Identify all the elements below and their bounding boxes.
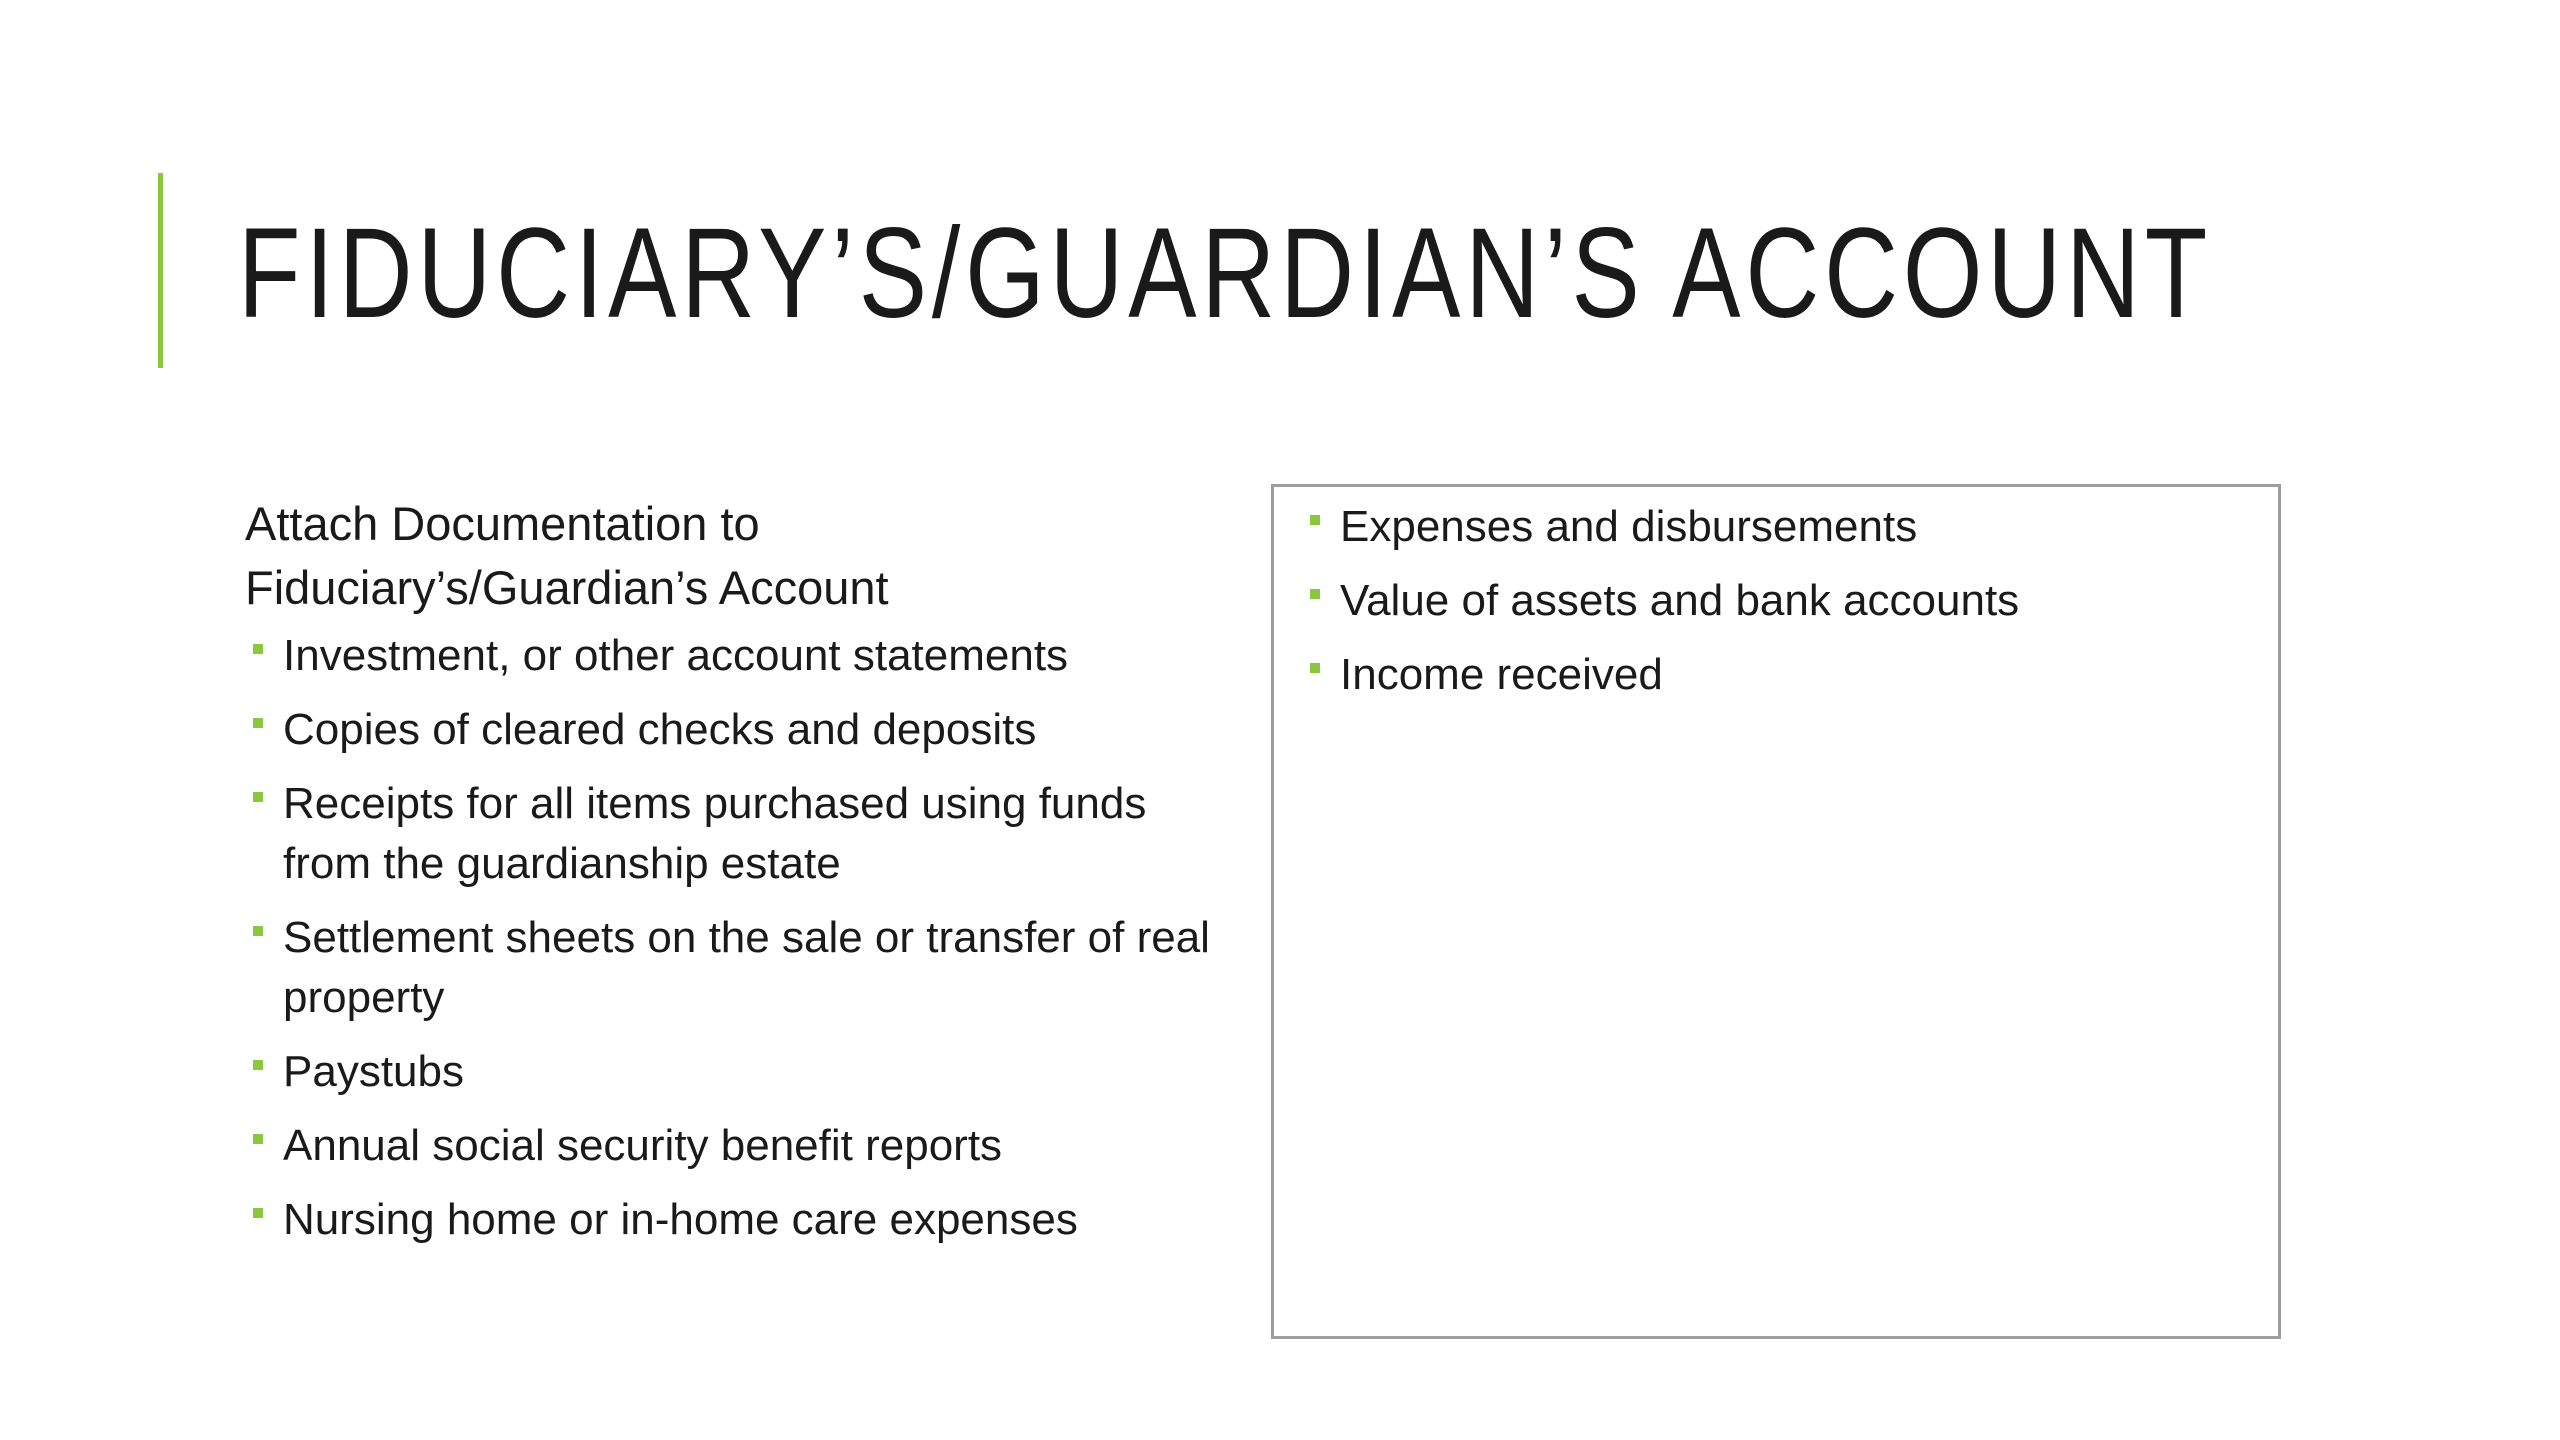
left-heading <box>245 492 1245 620</box>
list-item-label: Nursing home or in-home care expenses <box>283 1195 1078 1244</box>
bullet-icon <box>1310 515 1320 525</box>
list-item <box>1302 497 2262 557</box>
bullet-icon <box>253 1134 263 1144</box>
list-item <box>245 908 1245 1028</box>
list-item-label: Copies of cleared checks and deposits <box>283 705 1037 754</box>
list-item-label: Investment, or other account statements <box>283 631 1069 680</box>
list-item <box>245 1116 1245 1176</box>
list-item <box>245 1190 1245 1250</box>
bullet-icon <box>253 792 263 802</box>
list-item-label: Receipts for all items purchased using funds from the guardianship estate <box>283 779 1147 888</box>
left-heading-line-1: Attach Documentation to <box>245 497 760 550</box>
list-item <box>245 774 1245 894</box>
left-bullet-list <box>245 626 1245 1250</box>
slide-title: FIDUCIARY’S/GUARDIAN’S ACCOUNT <box>238 202 2213 345</box>
list-item-label: Value of assets and bank accounts <box>1340 576 2020 625</box>
left-heading-line-2: Fiduciary’s/Guardian’s Account <box>245 561 889 614</box>
list-item <box>1302 645 2262 705</box>
left-content <box>245 492 1245 1264</box>
list-item-label: Settlement sheets on the sale or transfer of real property <box>283 913 1210 1022</box>
bullet-icon <box>1310 589 1320 599</box>
list-item <box>245 700 1245 760</box>
list-item <box>1302 571 2262 631</box>
bullet-icon <box>1310 663 1320 673</box>
bullet-icon <box>253 718 263 728</box>
bullet-icon <box>253 644 263 654</box>
list-item-label: Expenses and disbursements <box>1340 502 1918 551</box>
list-item-label: Paystubs <box>283 1047 464 1096</box>
bullet-icon <box>253 926 263 936</box>
bullet-icon <box>253 1060 263 1070</box>
bullet-icon <box>253 1208 263 1218</box>
list-item-label: Income received <box>1340 650 1663 699</box>
title-accent-bar <box>158 173 163 368</box>
list-item <box>245 1042 1245 1102</box>
right-bullet-list <box>1302 497 2262 719</box>
right-content-box <box>1271 484 2281 1339</box>
list-item <box>245 626 1245 686</box>
list-item-label: Annual social security benefit reports <box>283 1121 1003 1170</box>
